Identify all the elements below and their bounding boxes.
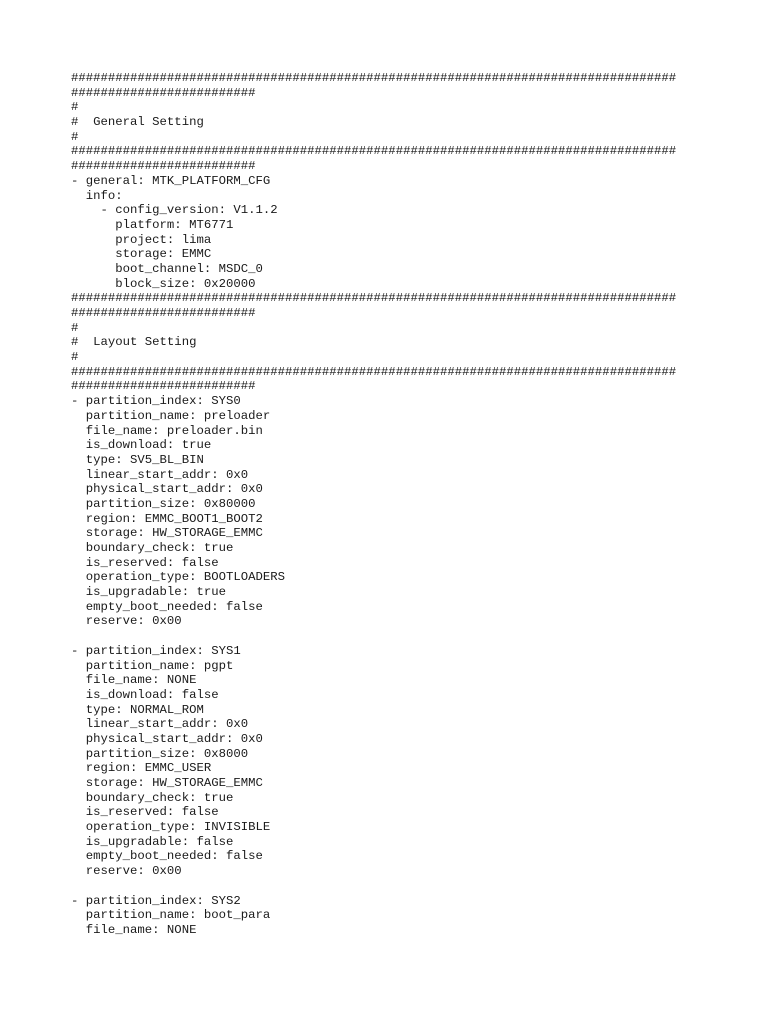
text-line: ######################### (71, 306, 256, 320)
text-line: region: EMMC_BOOT1_BOOT2 (71, 511, 263, 526)
text-line: is_download: true (71, 438, 212, 453)
text-line: is_reserved: false (71, 805, 219, 820)
text-line: file_name: NONE (71, 922, 197, 937)
document-text (71, 71, 761, 938)
text-line: ################################################################################## (71, 71, 677, 85)
text-line: is_download: false (71, 687, 219, 702)
text-line: - partition_index: SYS0 (71, 394, 241, 409)
text-line: boundary_check: true (71, 541, 234, 555)
text-line: partition_name: preloader (71, 408, 271, 423)
text-line: operation_type: INVISIBLE (71, 820, 271, 835)
text-line: partition_name: boot_para (71, 908, 271, 923)
text-line: partition_size: 0x8000 (71, 746, 249, 761)
text-line: boundary_check: true (71, 790, 234, 805)
text-line: info: (71, 188, 123, 203)
text-line: - partition_index: SYS1 (71, 643, 241, 658)
text-line: - config_version: V1.1.2 (71, 203, 278, 218)
text-line: ################################################################################## (71, 144, 677, 159)
text-line: # Layout Setting (71, 335, 197, 350)
text-line: block_size: 0x20000 (71, 276, 256, 291)
text-line: # (71, 320, 79, 335)
text-line: reserve: 0x00 (71, 864, 182, 879)
text-line: file_name: preloader.bin (71, 423, 263, 438)
text-line: is_reserved: false (71, 555, 219, 570)
text-line: boot_channel: MSDC_0 (71, 261, 263, 276)
text-line (71, 629, 761, 644)
text-line: operation_type: BOOTLOADERS (71, 570, 286, 585)
text-line: partition_name: pgpt (71, 658, 234, 673)
text-line: type: NORMAL_ROM (71, 702, 204, 717)
text-line: linear_start_addr: 0x0 (71, 717, 249, 732)
text-line: physical_start_addr: 0x0 (71, 731, 263, 746)
text-line: ######################### (71, 159, 256, 174)
text-line: ################################################################################## (71, 364, 677, 379)
text-line: - general: MTK_PLATFORM_CFG (71, 173, 271, 188)
text-line: empty_boot_needed: false (71, 849, 263, 864)
text-line: ################################################################################## (71, 291, 677, 306)
text-line: project: lima (71, 232, 212, 247)
text-line: type: SV5_BL_BIN (71, 452, 204, 467)
text-line: empty_boot_needed: false (71, 599, 263, 614)
text-line: storage: HW_STORAGE_EMMC (71, 526, 263, 541)
text-line: storage: EMMC (71, 247, 212, 262)
text-line: # (71, 129, 79, 144)
text-line: ######################### (71, 379, 256, 394)
text-line: reserve: 0x00 (71, 614, 182, 629)
text-line: partition_size: 0x80000 (71, 496, 256, 511)
text-line: ######################### (71, 85, 256, 100)
text-line: is_upgradable: false (71, 834, 234, 849)
text-line: # General Setting (71, 115, 204, 130)
text-line: linear_start_addr: 0x0 (71, 467, 249, 482)
text-line: physical_start_addr: 0x0 (71, 482, 263, 497)
text-line: file_name: NONE (71, 673, 197, 688)
text-line: # (71, 350, 79, 365)
text-line: - partition_index: SYS2 (71, 893, 241, 908)
text-line: storage: HW_STORAGE_EMMC (71, 776, 263, 790)
text-line: platform: MT6771 (71, 217, 234, 232)
text-line: # (71, 100, 79, 115)
text-line (71, 879, 761, 894)
text-line: is_upgradable: true (71, 585, 226, 600)
text-line: region: EMMC_USER (71, 761, 212, 776)
